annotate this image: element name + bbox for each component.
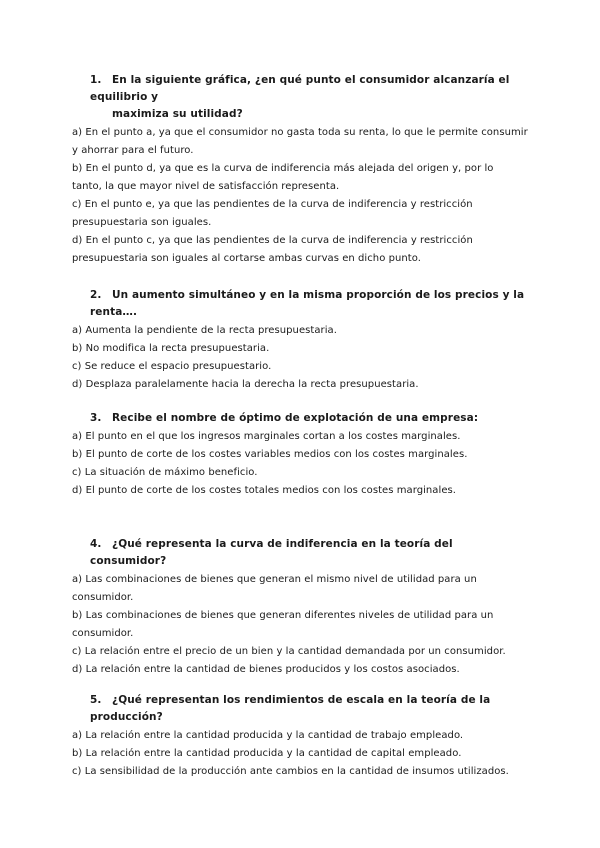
question-1-option-line: presupuestaria son iguales. [72, 217, 212, 228]
question-5-title-line-1: ¿Qué representan los rendimientos de escala en la teoría de la producción? [90, 694, 491, 723]
question-1-option-line: c) En el punto e, ya que las pendientes de la curva de indiferencia y restricción [72, 199, 473, 210]
question-5-option-c: c) La sensibilidad de la producción ante cambios en la cantidad de insumos utilizados. [72, 766, 509, 777]
question-1-option-line: y ahorrar para el futuro. [72, 145, 194, 156]
question-1-title-line-2: maximiza su utilidad? [112, 108, 243, 120]
question-3-option-b: b) El punto de corte de los costes variables medios con los costes marginales. [72, 449, 468, 460]
question-3-option-c: c) La situación de máximo beneficio. [72, 467, 258, 478]
question-4-option-line: a) Las combinaciones de bienes que generan el mismo nivel de utilidad para un [72, 574, 477, 585]
question-5-title [90, 692, 532, 726]
question-4-title [90, 536, 532, 570]
question-2-option-c: c) Se reduce el espacio presupuestario. [72, 361, 272, 372]
question-2-title-line-1: Un aumento simultáneo y en la misma proporción de los precios y la renta…. [90, 289, 525, 318]
question-4-option-line: d) La relación entre la cantidad de bienes producidos y los costos asociados. [72, 664, 460, 675]
question-2-title [90, 287, 532, 321]
question-2-option-b: b) No modifica la recta presupuestaria. [72, 343, 270, 354]
question-1-title [90, 72, 532, 123]
question-3 [72, 410, 532, 500]
question-2-number: 2. [90, 289, 102, 301]
question-1-title-line-1: En la siguiente gráfica, ¿en qué punto el consumidor alcanzaría el equilibrio y [90, 74, 510, 103]
question-4-number: 4. [90, 538, 102, 550]
question-5-option-b: b) La relación entre la cantidad producida y la cantidad de capital empleado. [72, 748, 462, 759]
question-1-number: 1. [90, 74, 102, 86]
question-1-option-line: tanto, la que mayor nivel de satisfacción representa. [72, 181, 340, 192]
question-3-title-line-1: Recibe el nombre de óptimo de explotación de una empresa: [112, 412, 479, 424]
question-4-option-line: c) La relación entre el precio de un bien y la cantidad demandada por un consumidor. [72, 646, 506, 657]
question-3-title [90, 410, 532, 427]
question-2 [72, 287, 532, 394]
question-4-option-line: consumidor. [72, 592, 134, 603]
question-5-number: 5. [90, 694, 102, 706]
question-3-number: 3. [90, 412, 102, 424]
question-1-option-line: a) En el punto a, ya que el consumidor no gasta toda su renta, lo que le permite consumir [72, 127, 528, 138]
question-2-option-a: a) Aumenta la pendiente de la recta presupuestaria. [72, 325, 337, 336]
question-1 [72, 72, 532, 268]
question-2-option-d: d) Desplaza paralelamente hacia la derecha la recta presupuestaria. [72, 379, 419, 390]
question-4-option-line: b) Las combinaciones de bienes que generan diferentes niveles de utilidad para un [72, 610, 494, 621]
question-1-option-line: presupuestaria son iguales al cortarse ambas curvas en dicho punto. [72, 253, 421, 264]
question-5 [72, 692, 532, 781]
question-3-option-a: a) El punto en el que los ingresos marginales cortan a los costes marginales. [72, 431, 461, 442]
question-4 [72, 536, 532, 679]
question-5-option-a: a) La relación entre la cantidad producida y la cantidad de trabajo empleado. [72, 730, 464, 741]
question-1-option-line: d) En el punto c, ya que las pendientes de la curva de indiferencia y restricción [72, 235, 473, 246]
question-3-option-d: d) El punto de corte de los costes totales medios con los costes marginales. [72, 485, 457, 496]
question-1-option-line: b) En el punto d, ya que es la curva de indiferencia más alejada del origen y, por lo [72, 163, 494, 174]
question-4-option-line: consumidor. [72, 628, 134, 639]
question-4-title-line-1: ¿Qué representa la curva de indiferencia en la teoría del consumidor? [90, 538, 453, 567]
